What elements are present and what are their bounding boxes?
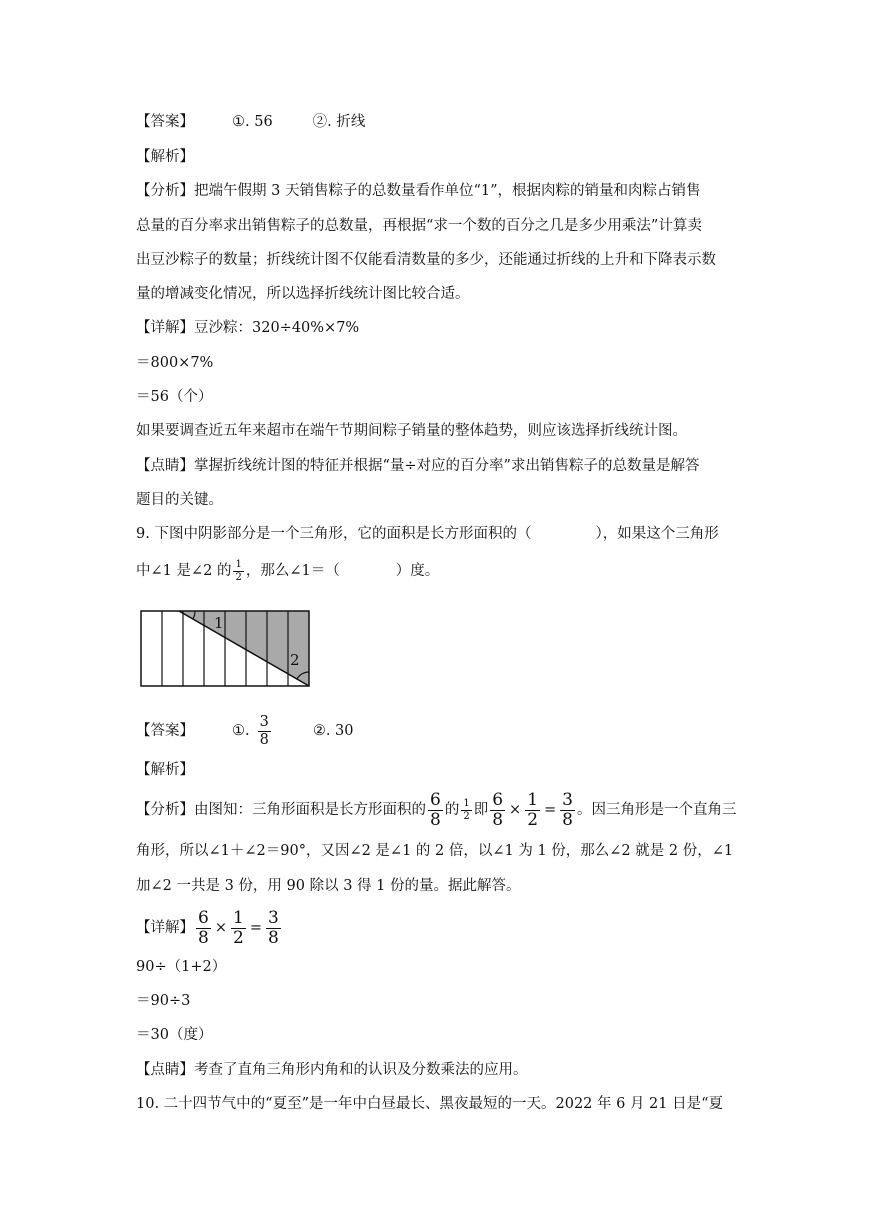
fenxi-text-c: 即: [473, 802, 489, 818]
fenxi-1-line-1: [136, 181, 701, 201]
fraction-three-eighths: $\frac{3}{8}$: [259, 714, 269, 748]
answer-line-2: [136, 711, 354, 751]
angle-2-label: 2: [290, 651, 300, 669]
question-10-line-1: 10. 二十四节气中的“夏至”是一年中白昼最长、黑夜最短的一天。2022 年 6 月 21 日是“夏: [136, 1096, 724, 1112]
dianjing-2-line: [136, 1060, 528, 1080]
equals-sign: =: [249, 920, 262, 936]
q9-text-b: ），如果这个三角形: [595, 526, 719, 542]
question-9-line-2: [136, 556, 439, 586]
fraction-one-half: $\frac{1}{2}$: [235, 558, 242, 583]
answer-label: 【答案】: [136, 114, 194, 130]
dianjing-label: 【点睛】: [136, 458, 194, 474]
xiangjie-1-line-2: ＝800×7%: [136, 355, 214, 371]
fenxi-text: 把端午假期 3 天销售粽子的总数量看作单位“1”，根据肉粽的销量和肉粽占销售: [194, 183, 701, 199]
dianjing-1-line-1: [136, 456, 699, 476]
answer-label: 【答案】: [136, 723, 194, 739]
q9-text-a: 9. 下图中阴影部分是一个三角形，它的面积是长方形面积的（: [136, 526, 532, 542]
dianjing-1-line-2: 题目的关键。: [136, 492, 223, 508]
fraction-three-eighths: $\frac{3}{8}$: [267, 907, 279, 948]
xiangjie-1-line-1: [136, 318, 359, 338]
analysis-heading-2: 【解析】: [136, 762, 194, 778]
dianjing-label: 【点睛】: [136, 1062, 194, 1078]
fraction-one-half: $\frac{1}{2}$: [463, 797, 470, 822]
conclusion-1: 如果要调查近五年来超市在端午节期间粽子销量的整体趋势，则应该选择折线统计图。: [136, 423, 687, 439]
fraction-six-eighths: $\frac{6}{8}$: [198, 907, 209, 948]
dianjing-text: 考查了直角三角形内角和的认识及分数乘法的应用。: [194, 1062, 528, 1078]
xiangjie-text: 豆沙粽：320÷40%×7%: [194, 320, 360, 336]
answer-item-1: ①.: [232, 723, 250, 739]
xiangjie-2-line-4: ＝30（度）: [136, 1027, 213, 1043]
fraction-six-eighths: $\frac{6}{8}$: [430, 789, 441, 830]
fenxi-label: 【分析】: [136, 183, 194, 199]
fenxi-text-a: 由图知：三角形面积是长方形面积的: [194, 802, 426, 818]
angle-1-label: 1: [214, 614, 224, 632]
rectangle-triangle-figure: [138, 608, 314, 690]
fenxi-1-line-3: 出豆沙粽子的数量；折线统计图不仅能看清数量的多少，还能通过折线的上升和下降表示数: [136, 252, 716, 268]
times-sign: ×: [214, 920, 227, 936]
fenxi-1-line-2: 总量的百分率求出销售粽子的总数量，再根据“求一个数的百分之几是多少用乘法”计算卖: [136, 218, 702, 234]
equals-sign: =: [544, 802, 557, 818]
fenxi-2-line-1: [136, 788, 737, 832]
fenxi-2-line-3: 加∠2 一共是 3 份，用 90 除以 3 得 1 份的量。据此解答。: [136, 878, 521, 894]
fenxi-2-line-2: 角形，所以∠1＋∠2＝90°，又因∠2 是∠1 的 2 倍，以∠1 为 1 份，那么∠2 就是 2 份，∠1: [136, 843, 734, 859]
xiangjie-2-line-2: 90÷（1+2）: [136, 959, 227, 975]
fenxi-label: 【分析】: [136, 802, 194, 818]
xiangjie-2-line-1: [136, 906, 283, 950]
answer-item-2: ②. 折线: [312, 114, 366, 130]
xiangjie-label: 【详解】: [136, 320, 194, 336]
xiangjie-label: 【详解】: [136, 920, 194, 936]
fenxi-1-line-4: 量的增减变化情况，所以选择折线统计图比较合适。: [136, 286, 470, 302]
q9-text-d: ，那么∠1＝（: [245, 563, 340, 579]
fraction-one-half: $\frac{1}{2}$: [232, 907, 244, 948]
q9-text-e: ）度。: [395, 563, 440, 579]
analysis-heading-1: 【解析】: [136, 149, 194, 165]
xiangjie-1-line-3: ＝56（个）: [136, 389, 213, 405]
times-sign: ×: [509, 802, 522, 818]
answer-item-1: ①. 56: [232, 114, 273, 130]
xiangjie-2-line-3: ＝90÷3: [136, 993, 191, 1009]
question-9-line-1: [136, 524, 719, 544]
q9-text-c: 中∠1 是∠2 的: [136, 563, 232, 579]
answer-item-2: ②. 30: [312, 723, 354, 739]
fraction-three-eighths: $\frac{3}{8}$: [562, 789, 573, 830]
answer-line-1: [136, 112, 365, 132]
fraction-one-half: $\frac{1}{2}$: [527, 789, 539, 830]
fraction-six-eighths: $\frac{6}{8}$: [492, 789, 504, 830]
dianjing-text: 掌握折线统计图的特征并根据“量÷对应的百分率”求出销售粽子的总数量是解答: [194, 458, 700, 474]
fenxi-text-d: 。因三角形是一个直角三: [577, 802, 737, 818]
fenxi-text-b: 的: [444, 802, 460, 818]
